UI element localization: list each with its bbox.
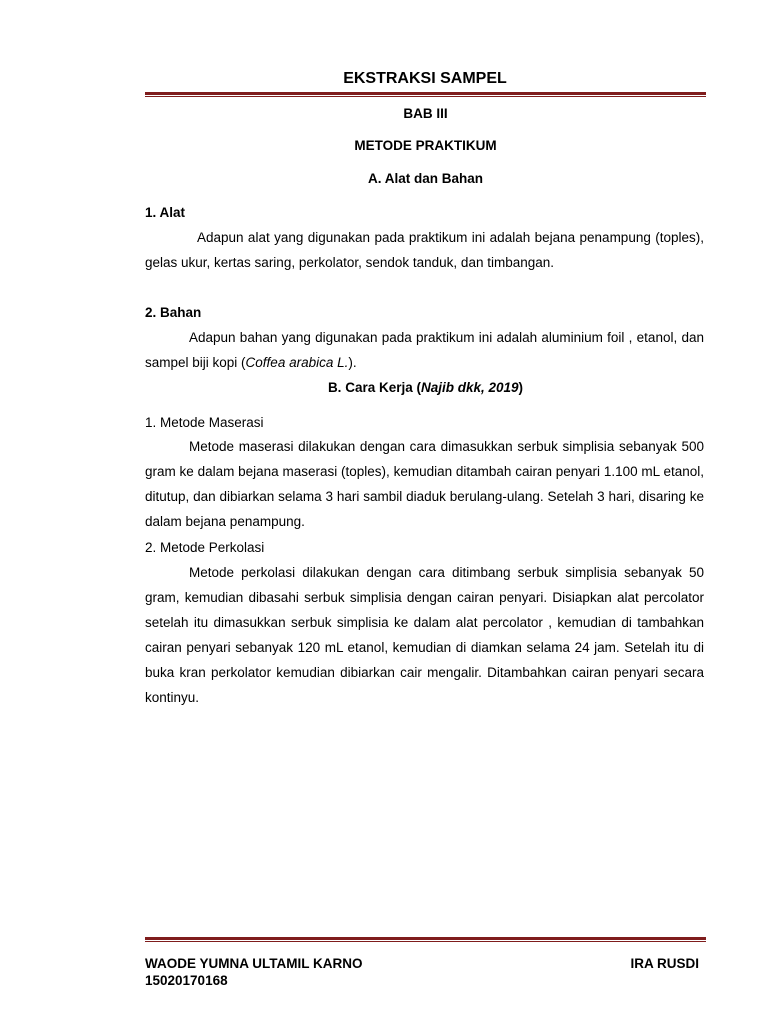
header-title: EKSTRAKSI SAMPEL [343, 70, 507, 87]
student-id: 15020170168 [145, 973, 228, 988]
alat-paragraph [145, 225, 704, 275]
supervisor-name: IRA RUSDI [630, 956, 699, 971]
alat-heading: 1. Alat [145, 205, 186, 220]
author-name: WAODE YUMNA ULTAMIL KARNO [145, 956, 363, 971]
citation: Najib dkk, 2019 [420, 380, 519, 395]
alat-text: Adapun alat yang digunakan pada praktikum ini adalah bejana penampung (toples), gelas ukur, kertas saring, perkolator, sendok tanduk, dan timbangan. [145, 230, 704, 270]
bahan-paragraph [145, 325, 704, 375]
perkolasi-paragraph [145, 560, 704, 710]
species-name: Coffea arabica L. [245, 355, 349, 370]
perkolasi-text: Metode perkolasi dilakukan dengan cara ditimbang serbuk simplisia sebanyak 50 gram, kemudian dibasahi serbuk simplisia dengan cairan penyari. Disiapkan alat percolator setelah itu dimasukkan serbuk simplisia ke dalam alat percolator , kemudian di tambahkan cairan penyari sebanyak 120 mL etanol, kemudian di diamkan selama 24 jam. Setelah itu di buka kran perkolator kemudian dibiarkan cair mengalir. Ditambahkan cairan penyari secara kontinyu. [145, 565, 704, 705]
bahan-text-end: ). [348, 355, 357, 370]
section-b-heading: B. Cara Kerja (Najib dkk, 2019) [327, 380, 524, 395]
maserasi-heading: 1. Metode Maserasi [145, 415, 264, 430]
section-a-heading: A. Alat dan Bahan [367, 171, 483, 186]
bahan-text: Adapun bahan yang digunakan pada praktikum ini adalah aluminium foil , etanol, dan sampel biji kopi ( [145, 330, 704, 370]
chapter-number: BAB III [403, 106, 448, 121]
header-rule [145, 92, 706, 97]
maserasi-text: Metode maserasi dilakukan dengan cara dimasukkan serbuk simplisia sebanyak 500 gram ke dalam bejana maserasi (toples), kemudian ditambah cairan penyari 1.100 mL etanol, ditutup, dan dibiarkan selama 3 hari sambil diaduk berulang-ulang. Setelah 3 hari, disaring ke dalam bejana penampung. [145, 439, 704, 529]
footer-rule [145, 937, 706, 942]
chapter-title: METODE PRAKTIKUM [354, 138, 497, 153]
maserasi-paragraph [145, 434, 704, 534]
bahan-heading: 2. Bahan [145, 305, 202, 320]
perkolasi-heading: 2. Metode Perkolasi [145, 540, 265, 555]
